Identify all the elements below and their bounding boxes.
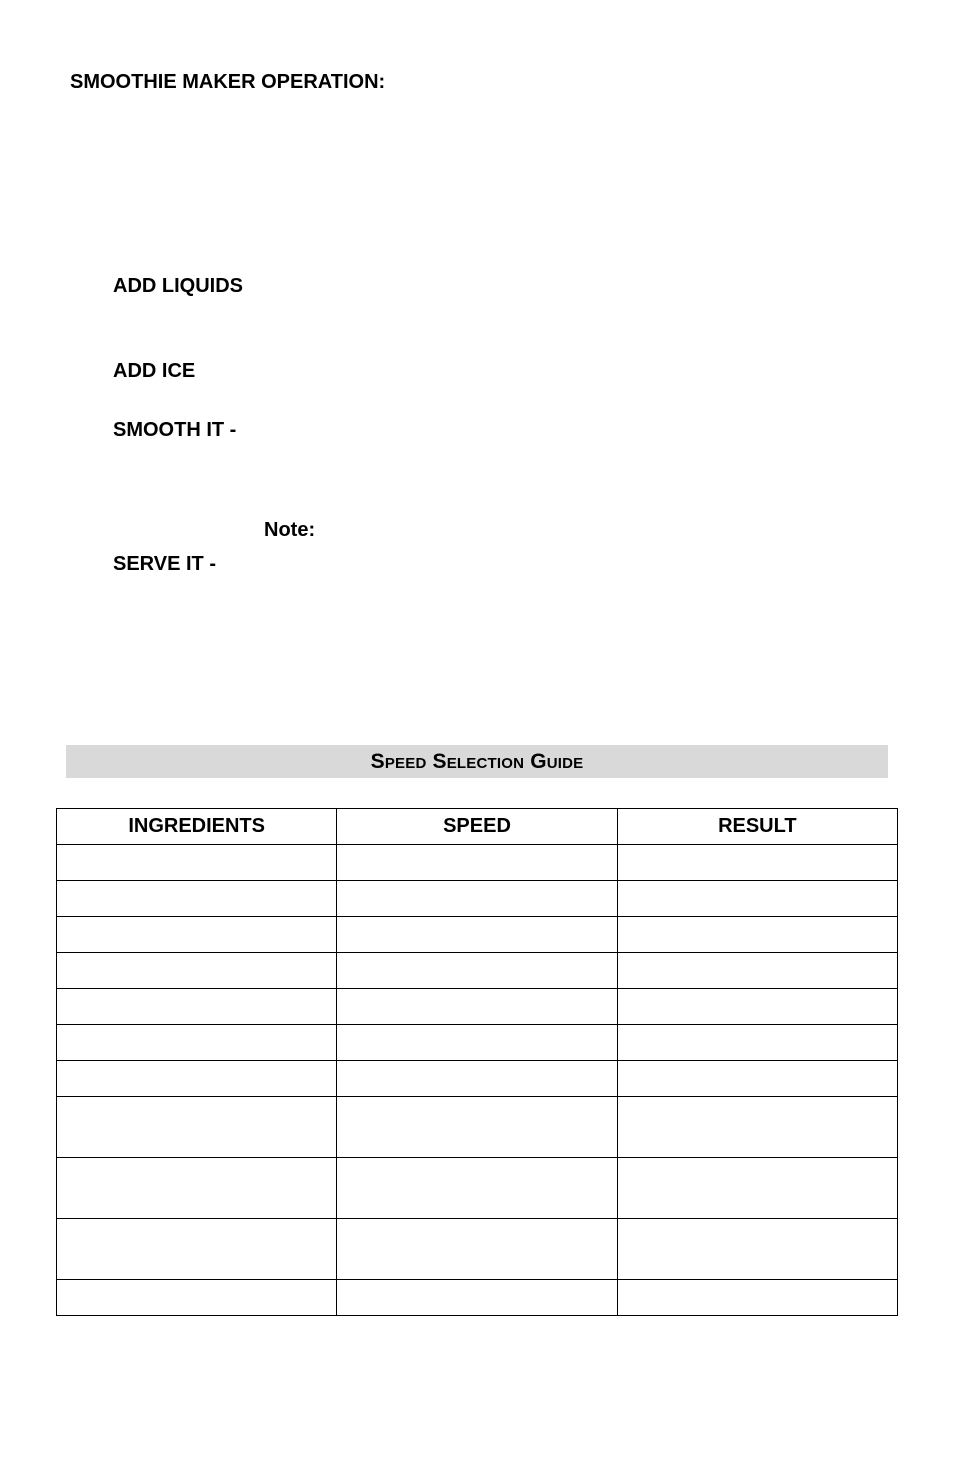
note-label: Note:	[264, 519, 316, 541]
table-row	[57, 989, 898, 1025]
speed-cell	[337, 1097, 617, 1158]
ingredients-cell	[57, 1219, 337, 1280]
speed-guide-title: Speed Selection Guide	[370, 750, 584, 773]
result-cell	[617, 1097, 897, 1158]
step-add-liquids-heading: ADD LIQUIDS	[113, 275, 243, 297]
table-row	[57, 917, 898, 953]
speed-cell	[337, 953, 617, 989]
table-row	[57, 1025, 898, 1061]
ingredients-cell	[57, 1097, 337, 1158]
step-add-ice-heading: ADD ICE	[113, 360, 196, 382]
speed-cell	[337, 1280, 617, 1316]
speed-guide-banner	[66, 745, 888, 778]
table-row	[57, 881, 898, 917]
table-row	[57, 1061, 898, 1097]
speed-cell	[337, 1219, 617, 1280]
step-serve-it-heading: SERVE IT -	[113, 553, 216, 575]
table-header-row	[57, 809, 898, 845]
page-title: SMOOTHIE MAKER OPERATION:	[70, 71, 386, 93]
ingredients-cell	[57, 1158, 337, 1219]
speed-cell	[337, 1061, 617, 1097]
result-cell	[617, 1158, 897, 1219]
result-cell	[617, 917, 897, 953]
ingredients-cell	[57, 989, 337, 1025]
table-row	[57, 1158, 898, 1219]
ingredients-cell	[57, 917, 337, 953]
result-cell	[617, 1061, 897, 1097]
ingredients-cell	[57, 881, 337, 917]
result-cell	[617, 1025, 897, 1061]
speed-cell	[337, 1158, 617, 1219]
table-row	[57, 1219, 898, 1280]
speed-cell	[337, 917, 617, 953]
table-row	[57, 845, 898, 881]
speed-cell	[337, 989, 617, 1025]
column-header-result: RESULT	[617, 809, 897, 845]
column-header-ingredients: INGREDIENTS	[57, 809, 337, 845]
ingredients-cell	[57, 845, 337, 881]
speed-cell	[337, 1025, 617, 1061]
column-header-speed: SPEED	[337, 809, 617, 845]
table-row	[57, 953, 898, 989]
table-row	[57, 1280, 898, 1316]
step-smooth-it-heading: SMOOTH IT -	[113, 419, 237, 441]
result-cell	[617, 1219, 897, 1280]
result-cell	[617, 989, 897, 1025]
result-cell	[617, 953, 897, 989]
speed-cell	[337, 881, 617, 917]
ingredients-cell	[57, 1025, 337, 1061]
ingredients-cell	[57, 1061, 337, 1097]
speed-selection-table	[56, 808, 898, 1316]
result-cell	[617, 1280, 897, 1316]
result-cell	[617, 881, 897, 917]
ingredients-cell	[57, 953, 337, 989]
result-cell	[617, 845, 897, 881]
table-row	[57, 1097, 898, 1158]
speed-cell	[337, 845, 617, 881]
ingredients-cell	[57, 1280, 337, 1316]
